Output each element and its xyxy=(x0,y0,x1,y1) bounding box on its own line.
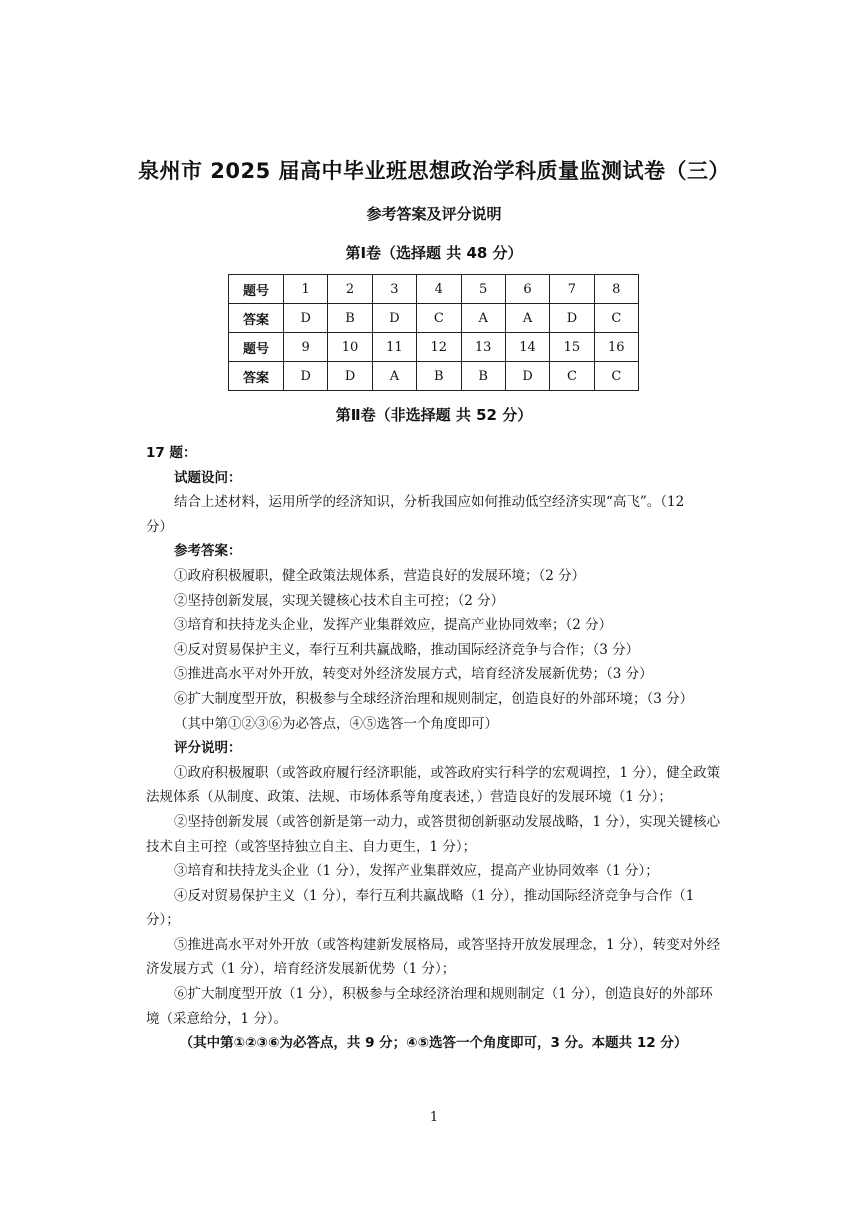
table-cell: A xyxy=(372,362,416,391)
page-subtitle: 参考答案及评分说明 xyxy=(366,205,502,223)
table-cell: 1 xyxy=(284,275,328,304)
table-cell: D xyxy=(505,362,549,391)
question-17-section xyxy=(146,441,721,1056)
table-row xyxy=(229,362,639,391)
table-cell: 16 xyxy=(594,333,638,362)
table-cell: A xyxy=(461,304,505,333)
row-label: 题号 xyxy=(229,333,284,362)
part1-heading: 第Ⅰ卷（选择题 共 48 分） xyxy=(345,244,523,262)
page-number: 1 xyxy=(429,1110,439,1125)
table-cell: 4 xyxy=(417,275,461,304)
scoring-item: ⑤推进高水平对外开放（或答构建新发展格局，或答坚持开放发展理念，1 分），转变对外经济发展方式（1 分），培育经济发展新优势（1 分）； xyxy=(146,936,721,978)
table-cell: D xyxy=(284,362,328,391)
table-cell: 8 xyxy=(594,275,638,304)
answer-item: ②坚持创新发展，实现关键核心技术自主可控；（2 分） xyxy=(174,592,505,609)
table-row xyxy=(229,333,639,362)
table-cell: B xyxy=(328,304,372,333)
scoring-item: ②坚持创新发展（或答创新是第一动力，或答贯彻创新驱动发展战略，1 分），实现关键核心技术自主可控（或答坚持独立自主、自力更生，1 分）； xyxy=(146,813,721,855)
table-cell: D xyxy=(328,362,372,391)
table-cell: B xyxy=(461,362,505,391)
answer-heading: 参考答案： xyxy=(174,543,242,560)
table-cell: 13 xyxy=(461,333,505,362)
table-cell: 2 xyxy=(328,275,372,304)
table-cell: C xyxy=(550,362,594,391)
table-cell: A xyxy=(505,304,549,333)
table-cell: D xyxy=(550,304,594,333)
table-cell: 14 xyxy=(505,333,549,362)
answer-table xyxy=(228,274,639,391)
table-row xyxy=(229,275,639,304)
table-cell: 3 xyxy=(372,275,416,304)
table-cell: 5 xyxy=(461,275,505,304)
table-cell: C xyxy=(417,304,461,333)
table-cell: 12 xyxy=(417,333,461,362)
answer-note: （其中第①②③⑥为必答点，④⑤选答一个角度即可） xyxy=(174,715,498,732)
answer-item: ①政府积极履职，健全政策法规体系，营造良好的发展环境；（2 分） xyxy=(174,567,586,584)
table-cell: D xyxy=(284,304,328,333)
row-label: 答案 xyxy=(229,362,284,391)
scoring-item: ④反对贸易保护主义（1 分），奉行互利共赢战略（1 分），推动国际经济竞争与合作（1 分）； xyxy=(146,887,695,929)
table-cell: B xyxy=(417,362,461,391)
scoring-summary: （其中第①②③⑥为必答点，共 9 分；④⑤选答一个角度即可，3 分。本题共 12 分） xyxy=(179,1035,688,1052)
answer-item: ④反对贸易保护主义，奉行互利共赢战略，推动国际经济竞争与合作；（3 分） xyxy=(174,641,640,658)
table-cell: C xyxy=(594,304,638,333)
question-prompt-heading: 试题设问： xyxy=(174,469,242,486)
part2-heading: 第Ⅱ卷（非选择题 共 52 分） xyxy=(335,406,533,424)
table-cell: 6 xyxy=(505,275,549,304)
table-cell: 10 xyxy=(328,333,372,362)
table-cell: 11 xyxy=(372,333,416,362)
scoring-item: ①政府积极履职（或答政府履行经济职能，或答政府实行科学的宏观调控，1 分），健全政策法规体系（从制度、政策、法规、市场体系等角度表述，）营造良好的发展环境（1 分）； xyxy=(146,764,721,806)
answer-item: ⑥扩大制度型开放，积极参与全球经济治理和规则制定，创造良好的外部环境；（3 分） xyxy=(174,690,694,707)
scoring-item: ⑥扩大制度型开放（1 分），积极参与全球经济治理和规则制定（1 分），创造良好的外部环境（采意给分，1 分）。 xyxy=(146,986,713,1027)
scoring-item: ③培育和扶持龙头企业（1 分），发挥产业集群效应，提高产业协同效率（1 分）； xyxy=(174,863,659,880)
row-label: 答案 xyxy=(229,304,284,333)
row-label: 题号 xyxy=(229,275,284,304)
answer-item: ③培育和扶持龙头企业，发挥产业集群效应，提高产业协同效率；（2 分） xyxy=(174,617,613,634)
table-row xyxy=(229,304,639,333)
table-cell: C xyxy=(594,362,638,391)
table-cell: D xyxy=(372,304,416,333)
page-title: 泉州市 2025 届高中毕业班思想政治学科质量监测试卷（三） xyxy=(137,159,731,183)
table-cell: 9 xyxy=(284,333,328,362)
question-label: 17 题： xyxy=(146,445,197,461)
scoring-heading: 评分说明： xyxy=(174,740,242,757)
answer-item: ⑤推进高水平对外开放，转变对外经济发展方式，培育经济发展新优势；（3 分） xyxy=(174,666,653,683)
table-cell: 15 xyxy=(550,333,594,362)
table-cell: 7 xyxy=(550,275,594,304)
question-prompt-line: 分） xyxy=(146,518,173,535)
question-prompt-line: 结合上述材料，运用所学的经济知识，分析我国应如何推动低空经济实现“高飞”。（12 xyxy=(174,494,685,511)
